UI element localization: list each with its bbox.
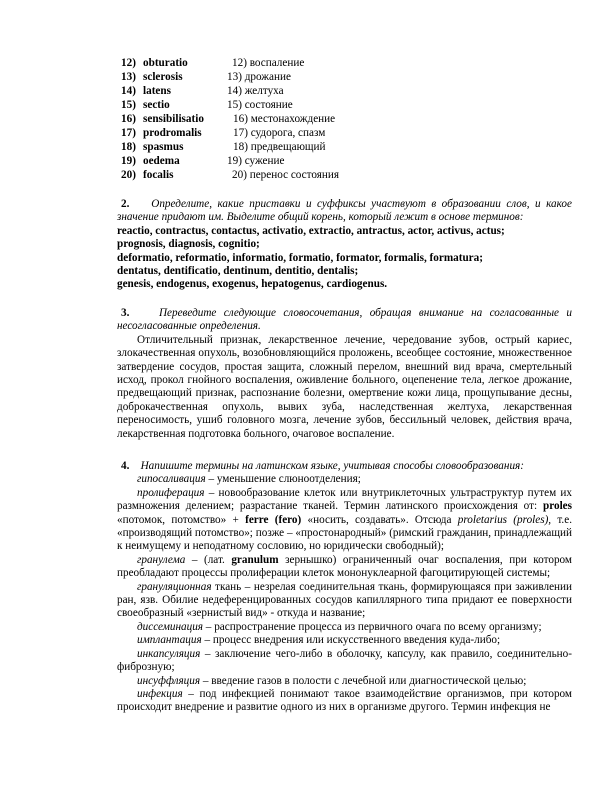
latin-word: ferre (fero) xyxy=(245,513,302,526)
task-number: 2. xyxy=(121,198,130,210)
russian-meaning: 12) воспаление xyxy=(232,57,305,69)
russian-meaning: 18) предвещающий xyxy=(233,141,326,153)
task-instruction: Напишите термины на латинском языке, учитывая способы словообразования: xyxy=(140,460,524,472)
term-definition: – уменьшение слюноотделения; xyxy=(205,473,361,486)
latin-word: proletarius (proles), xyxy=(457,513,552,526)
latin-term: prodromalis xyxy=(143,127,202,139)
term-name: инкапсуляция xyxy=(137,647,201,660)
row-number: 15) xyxy=(121,99,136,111)
latin-term: sclerosis xyxy=(143,71,183,83)
word-line: deformatio, reformatio, informatio, formatio, formator, formalis, formatura; xyxy=(117,251,483,264)
term-entry xyxy=(117,487,572,554)
term-name: гранулема xyxy=(137,553,186,566)
term-entry xyxy=(117,688,572,715)
term-entry xyxy=(117,648,572,675)
task-number: 3. xyxy=(121,307,130,319)
term-definition: т.е. «производящий потомство»; позже – «простонародный» (римский гражданин, принадлежащий к неимущему и неподатному сословию, но юридически свободный); xyxy=(117,513,572,553)
term-name: грануляционная xyxy=(137,580,212,593)
term-definition: – заключение чего-либо в оболочку, капсулу, как правило, соединительно-фиброзную; xyxy=(117,647,572,674)
task-2-word-lines xyxy=(117,225,572,292)
task-4 xyxy=(117,460,572,715)
term-name: имплантация xyxy=(137,634,202,647)
term-name: диссеминация xyxy=(137,620,203,633)
term-entry xyxy=(117,473,572,486)
term-entry xyxy=(117,554,572,581)
row-number: 14) xyxy=(121,85,136,97)
row-number: 17) xyxy=(121,127,136,139)
term-entry xyxy=(117,634,572,647)
term-name: пролиферация xyxy=(137,486,205,499)
latin-term: oedema xyxy=(143,155,180,167)
row-number: 12) xyxy=(121,57,136,69)
task-3 xyxy=(117,307,572,441)
russian-meaning: 13) дрожание xyxy=(227,71,291,83)
term-definition: – под инфекцией понимают такое взаимодействие организмов, при котором происходит внедрение и развитие одного из них в организме другого. Термин инфекция не xyxy=(117,687,572,714)
latin-term: sensibilisatio xyxy=(143,113,204,125)
russian-meaning: 16) местонахождение xyxy=(233,113,336,125)
term-name: инфекция xyxy=(137,687,183,700)
latin-word: proles xyxy=(542,500,572,513)
russian-meaning: 14) желтуха xyxy=(227,85,284,97)
term-definition: «носить, создавать». Отсюда xyxy=(301,513,458,526)
task-3-heading xyxy=(117,307,572,334)
latin-word: granulum xyxy=(231,553,279,566)
term-definition: ткань – незрелая соединительная ткань, формирующаяся при заживлении ран, язв. Обилие недеференцированных сосудов капиллярного типа придают ее поверхности своеобразный «зернистый вид» - откуда и название; xyxy=(117,580,572,620)
word-line: genesis, endogenus, exogenus, hepatogenus, cardiogenus. xyxy=(117,278,388,291)
row-number: 19) xyxy=(121,155,136,167)
latin-term: latens xyxy=(143,85,171,97)
word-line: dentatus, dentificatio, dentinum, dentitio, dentalis; xyxy=(117,265,359,278)
term-entry xyxy=(117,621,572,634)
term-name: гипосаливация xyxy=(137,473,206,486)
term-entry xyxy=(117,581,572,621)
latin-term: spasmus xyxy=(143,141,184,153)
task-instruction: Определите, какие приставки и суффиксы участвуют в образовании слов, и какое значение придают им. Выделите общий корень, который лежит в основе терминов: xyxy=(117,198,572,224)
row-number: 13) xyxy=(121,71,136,83)
row-number: 20) xyxy=(121,169,136,181)
latin-term: obturatio xyxy=(143,57,188,69)
term-definition: – введение газов в полости с лечебной или диагностической целью; xyxy=(200,674,527,687)
term-definition: – новообразование клеток или внутриклеточных ультраструктур путем их размножения делением; разрастание тканей. Термин латинского происхождения от: xyxy=(117,486,572,513)
word-line: prognosis, diagnosis, cognitio; xyxy=(117,238,260,251)
task-2 xyxy=(117,198,572,292)
task-3-phrases: Отличительный признак, лекарственное лечение, чередование зубов, острый кариес, злокачественная опухоль, возобновляющийся проложень, всеобщее состояние, множественное затвердение сосудов, простая защита, сложный перелом, внешний вид врача, смертельный исход, прокол гнойного воспаления, оживление больного, оцепенение тела, легкое дрожание, предвещающий признак, распознание болезни, омертвение кожи лица, прощупывание десны, доброкачественная опухоль, вывих зуба, наследственная желтуха, лекарственная переносимость, ушиб головного мозга, лечение зубов, бессильный человек, действия врача, лекарственная подготовка больного, очаговое воспаление. xyxy=(117,333,572,440)
term-entry xyxy=(117,675,572,688)
term-definition: – распространение процесса из первичного очага по всему организму; xyxy=(203,620,542,633)
task-number: 4. xyxy=(121,460,130,472)
latin-term: sectio xyxy=(143,99,170,111)
task-2-heading xyxy=(117,198,572,225)
term-definition: – (лат. xyxy=(185,553,232,566)
term-definition: зернышко) ограниченный очаг воспаления, при котором преобладают процессы пролиферации клеток мононуклеарной фагоцитирующей системы; xyxy=(117,553,572,580)
term-definition: «потомок, потомство» + xyxy=(117,513,246,526)
row-number: 18) xyxy=(121,141,136,153)
russian-meaning: 15) состояние xyxy=(227,99,293,111)
task-4-heading xyxy=(117,460,572,473)
term-name: инсуффляция xyxy=(137,674,201,687)
russian-meaning: 19) сужение xyxy=(227,155,285,167)
russian-meaning: 17) судорога, спазм xyxy=(233,127,326,139)
word-line: reactio, contractus, contactus, activatio, extractio, antractus, actor, activus, actus; xyxy=(117,224,505,237)
latin-term: focalis xyxy=(143,169,174,181)
term-definition: – процесс внедрения или искусственного введения куда-либо; xyxy=(201,634,501,647)
task-instruction: Переведите следующие словосочетания, обращая внимание на согласованные и несогласованные определения. xyxy=(117,307,572,333)
row-number: 16) xyxy=(121,113,136,125)
russian-meaning: 20) перенос состояния xyxy=(232,169,340,181)
